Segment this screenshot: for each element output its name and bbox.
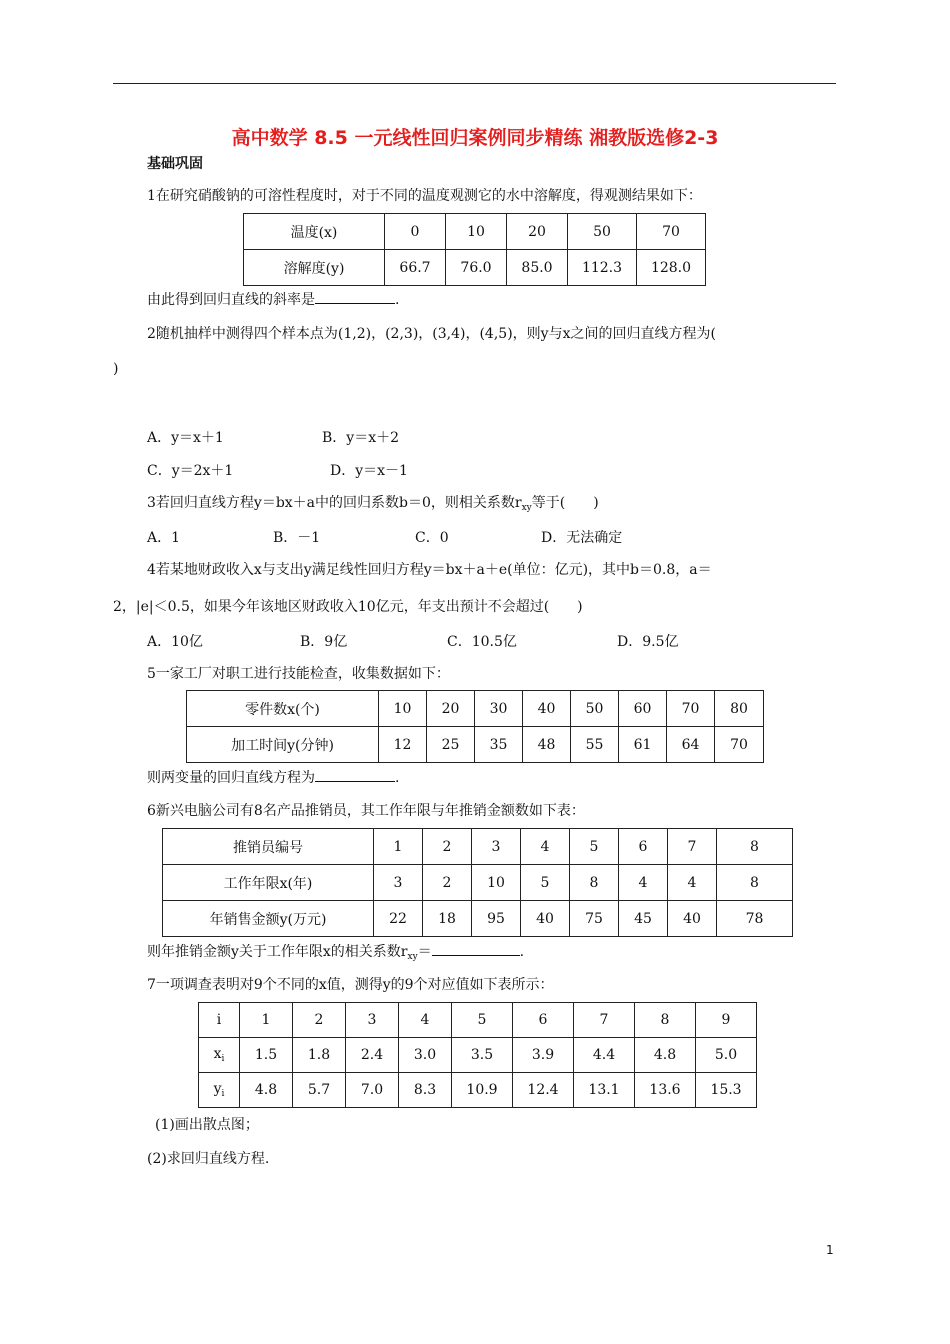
- q5-cell: 70: [667, 691, 715, 727]
- q5-cell: 12: [379, 727, 427, 763]
- q7-cell: 2.4: [346, 1038, 399, 1073]
- q1-cell: 66.7: [385, 250, 446, 286]
- answer-blank[interactable]: [315, 767, 395, 782]
- q1-text: 1在研究硝酸钠的可溶性程度时，对于不同的温度观测它的水中溶解度，得观测结果如下：: [147, 188, 702, 204]
- q6-cell: 10: [472, 865, 521, 901]
- q6-cell: 7: [668, 829, 717, 865]
- q6-cell: 工作年限x(年): [163, 865, 374, 901]
- q7-cell: 3.5: [452, 1038, 513, 1073]
- q7-cell: $y_i$: [199, 1073, 240, 1108]
- q1-ask: 由此得到回归直线的斜率是 .: [147, 289, 399, 310]
- q6-cell: 3: [472, 829, 521, 865]
- q7-cell: 9: [696, 1003, 757, 1038]
- q1-cell: 112.3: [568, 250, 637, 286]
- q6-table: [162, 828, 793, 937]
- q3-option-d[interactable]: D．无法确定: [541, 530, 623, 546]
- q7-cell: 4.8: [240, 1073, 293, 1108]
- q7-part2: (2)求回归直线方程.: [147, 1151, 270, 1167]
- q7-cell: 13.1: [574, 1073, 635, 1108]
- q6-cell: 推销员编号: [163, 829, 374, 865]
- q5-cell: 60: [619, 691, 667, 727]
- q5-cell: 30: [475, 691, 523, 727]
- q7-cell: 13.6: [635, 1073, 696, 1108]
- q7-cell: 4.8: [635, 1038, 696, 1073]
- q7-part1: (1)画出散点图；: [155, 1117, 259, 1133]
- q4-option-b[interactable]: B．9亿: [300, 634, 348, 650]
- q6-cell: 3: [374, 865, 423, 901]
- q2-option-d[interactable]: D．y＝x－1: [330, 463, 408, 479]
- q7-cell: i: [199, 1003, 240, 1038]
- q5-text: 5一家工厂对职工进行技能检查，收集数据如下：: [147, 666, 450, 682]
- q6-cell: 40: [521, 901, 570, 937]
- q6-ask: 则年推销金额y关于工作年限x的相关系数$r_{xy}=$ .: [147, 941, 524, 967]
- q7-cell: 7.0: [346, 1073, 399, 1108]
- q7-cell: 5: [452, 1003, 513, 1038]
- q5-cell: 64: [667, 727, 715, 763]
- q7-cell: 3: [346, 1003, 399, 1038]
- q5-cell: 20: [427, 691, 475, 727]
- q6-cell: 5: [521, 865, 570, 901]
- q6-cell: 2: [423, 865, 472, 901]
- q7-cell: 4.4: [574, 1038, 635, 1073]
- q5-cell: 50: [571, 691, 619, 727]
- q6-cell: 1: [374, 829, 423, 865]
- q1-cell: 溶解度(y): [244, 250, 385, 286]
- q2-text: 2随机抽样中测得四个样本点为(1,2)，(2,3)，(3,4)，(4,5)，则y与x之间的回归直线方程为(: [147, 326, 716, 342]
- q7-cell: 1: [240, 1003, 293, 1038]
- header-rule: [113, 83, 836, 84]
- q5-cell: 40: [523, 691, 571, 727]
- q7-cell: 15.3: [696, 1073, 757, 1108]
- q7-cell: 5.0: [696, 1038, 757, 1073]
- q7-cell: 2: [293, 1003, 346, 1038]
- q2-text-cont: ): [113, 361, 119, 377]
- q6-cell: 8: [570, 865, 619, 901]
- q6-cell: 4: [668, 865, 717, 901]
- q5-cell: 35: [475, 727, 523, 763]
- q6-cell: 45: [619, 901, 668, 937]
- q1-cell: 0: [385, 214, 446, 250]
- q1-cell: 20: [507, 214, 568, 250]
- q6-text: 6新兴电脑公司有8名产品推销员，其工作年限与年推销金额数如下表：: [147, 803, 585, 819]
- q6-cell: 78: [717, 901, 793, 937]
- q1-cell: 128.0: [637, 250, 706, 286]
- q5-cell: 80: [715, 691, 764, 727]
- page-number: 1: [826, 1243, 834, 1257]
- q7-cell: 3.9: [513, 1038, 574, 1073]
- q2-option-b[interactable]: B．y＝x＋2: [322, 430, 399, 446]
- q3-option-c[interactable]: C．0: [415, 530, 449, 546]
- answer-blank[interactable]: [315, 289, 395, 304]
- q7-table: [198, 1002, 757, 1108]
- q5-ask: 则两变量的回归直线方程为 .: [147, 767, 399, 788]
- q7-cell: 12.4: [513, 1073, 574, 1108]
- q5-table: [186, 690, 764, 763]
- q1-cell: 温度(x): [244, 214, 385, 250]
- q4-text-cont: 2，|e|＜0.5，如果今年该地区财政收入10亿元，年支出预计不会超过( ): [113, 599, 583, 615]
- q5-cell: 加工时间y(分钟): [187, 727, 379, 763]
- q6-cell: 4: [619, 865, 668, 901]
- q5-cell: 48: [523, 727, 571, 763]
- q7-cell: 4: [399, 1003, 452, 1038]
- q6-cell: 40: [668, 901, 717, 937]
- q5-cell: 25: [427, 727, 475, 763]
- q6-cell: 22: [374, 901, 423, 937]
- q7-cell: 6: [513, 1003, 574, 1038]
- q7-cell: 3.0: [399, 1038, 452, 1073]
- q1-cell: 85.0: [507, 250, 568, 286]
- q6-cell: 2: [423, 829, 472, 865]
- q2-option-c[interactable]: C．y＝2x＋1: [147, 463, 234, 479]
- q7-cell: 10.9: [452, 1073, 513, 1108]
- q7-cell: 8: [635, 1003, 696, 1038]
- q7-cell: 1.5: [240, 1038, 293, 1073]
- q1-cell: 10: [446, 214, 507, 250]
- q6-cell: 年销售金额y(万元): [163, 901, 374, 937]
- q4-option-d[interactable]: D．9.5亿: [617, 634, 679, 650]
- page-title: 高中数学 8.5 一元线性回归案例同步精练 湘教版选修2-3: [231, 127, 719, 149]
- q6-cell: 5: [570, 829, 619, 865]
- q5-cell: 10: [379, 691, 427, 727]
- q2-option-a[interactable]: A．y＝x＋1: [147, 430, 224, 446]
- q6-cell: 18: [423, 901, 472, 937]
- q6-cell: 4: [521, 829, 570, 865]
- q5-cell: 55: [571, 727, 619, 763]
- q7-cell: 5.7: [293, 1073, 346, 1108]
- q1-cell: 70: [637, 214, 706, 250]
- q3-option-a[interactable]: A．1: [147, 530, 181, 546]
- q6-cell: 8: [717, 829, 793, 865]
- section-heading: 基础巩固: [147, 156, 203, 172]
- q7-cell: 1.8: [293, 1038, 346, 1073]
- q1-table: [243, 213, 706, 286]
- q4-text: 4若某地财政收入x与支出y满足线性回归方程y＝bx＋a＋e(单位：亿元)，其中b＝0.8，a＝: [147, 562, 712, 578]
- q1-cell: 76.0: [446, 250, 507, 286]
- q6-cell: 6: [619, 829, 668, 865]
- q4-option-a[interactable]: A．10亿: [147, 634, 203, 650]
- q7-text: 7一项调查表明对9个不同的x值，测得y的9个对应值如下表所示：: [147, 977, 554, 993]
- q5-cell: 61: [619, 727, 667, 763]
- q4-option-c[interactable]: C．10.5亿: [447, 634, 517, 650]
- q7-cell: $x_i$: [199, 1038, 240, 1073]
- q3-text: 3若回归直线方程y＝bx＋a中的回归系数b＝0，则相关系数$r_{xy}$等于( ): [147, 495, 599, 513]
- q1-cell: 50: [568, 214, 637, 250]
- q6-cell: 95: [472, 901, 521, 937]
- q6-cell: 8: [717, 865, 793, 901]
- answer-blank[interactable]: [432, 941, 520, 956]
- q3-option-b[interactable]: B．－1: [273, 530, 321, 546]
- q7-cell: 8.3: [399, 1073, 452, 1108]
- q5-cell: 零件数x(个): [187, 691, 379, 727]
- q5-cell: 70: [715, 727, 764, 763]
- q6-cell: 75: [570, 901, 619, 937]
- q7-cell: 7: [574, 1003, 635, 1038]
